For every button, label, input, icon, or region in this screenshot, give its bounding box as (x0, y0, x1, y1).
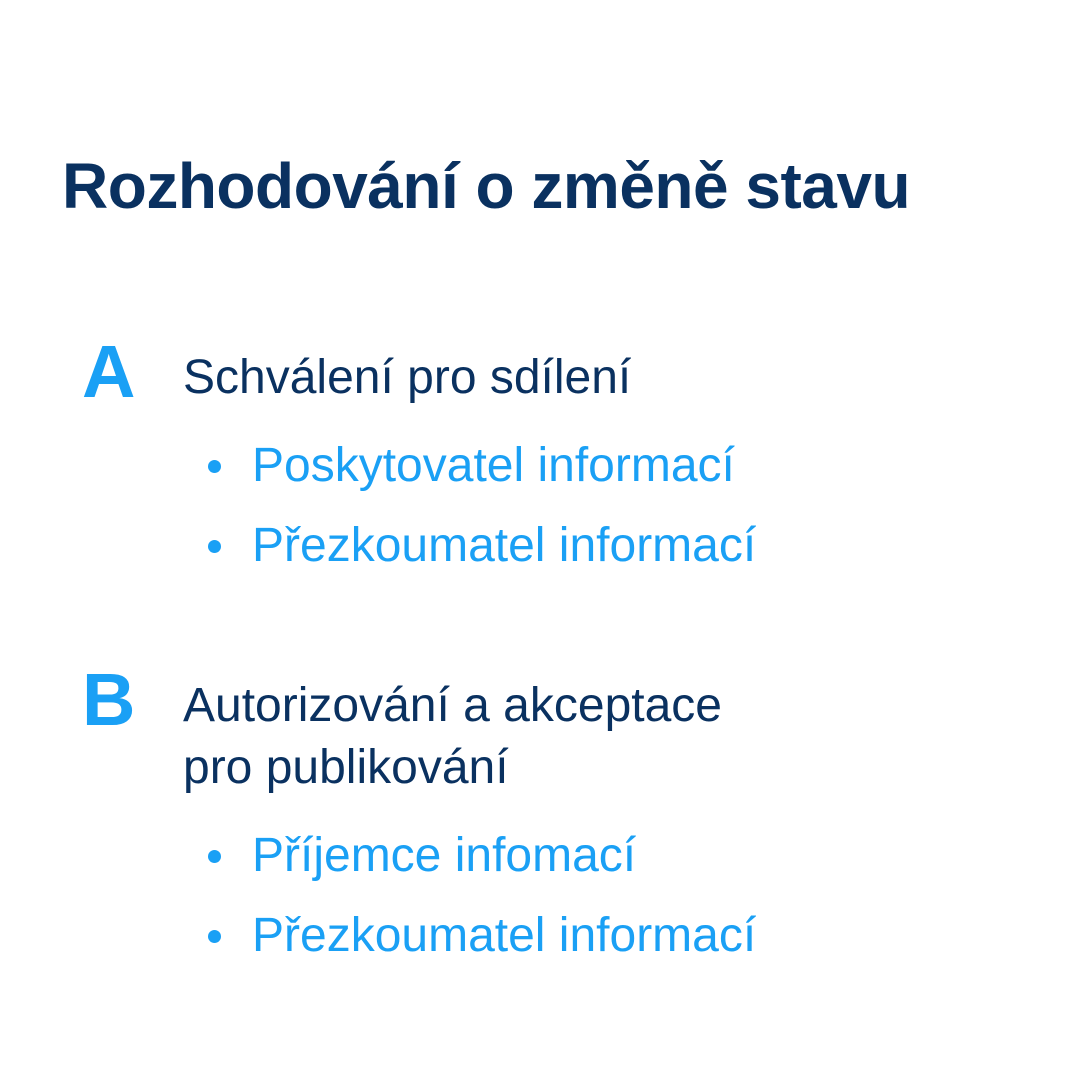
list-item (208, 816, 756, 896)
section-heading-line: pro publikování (183, 741, 509, 794)
section-heading (183, 347, 631, 409)
section-heading (183, 675, 722, 799)
section-heading-line: Schválení pro sdílení (183, 351, 632, 404)
section-letter: A (82, 330, 136, 413)
section-heading-line: Autorizování a akceptace (183, 679, 722, 732)
list-item (208, 896, 756, 976)
page-title: Rozhodování o změně stavu (62, 150, 911, 222)
section-letter: B (82, 658, 136, 741)
list-item (208, 506, 756, 586)
bullet-dot-icon (208, 930, 221, 943)
bullet-list (208, 426, 756, 586)
list-item (208, 426, 756, 506)
list-item-text: Příjemce infomací (252, 829, 637, 882)
list-item-text: Poskytovatel informací (252, 439, 735, 492)
bullet-dot-icon (208, 460, 221, 473)
bullet-dot-icon (208, 540, 221, 553)
list-item-text: Přezkoumatel informací (252, 909, 757, 962)
list-item-text: Přezkoumatel informací (252, 519, 757, 572)
bullet-dot-icon (208, 850, 221, 863)
bullet-list (208, 816, 756, 976)
